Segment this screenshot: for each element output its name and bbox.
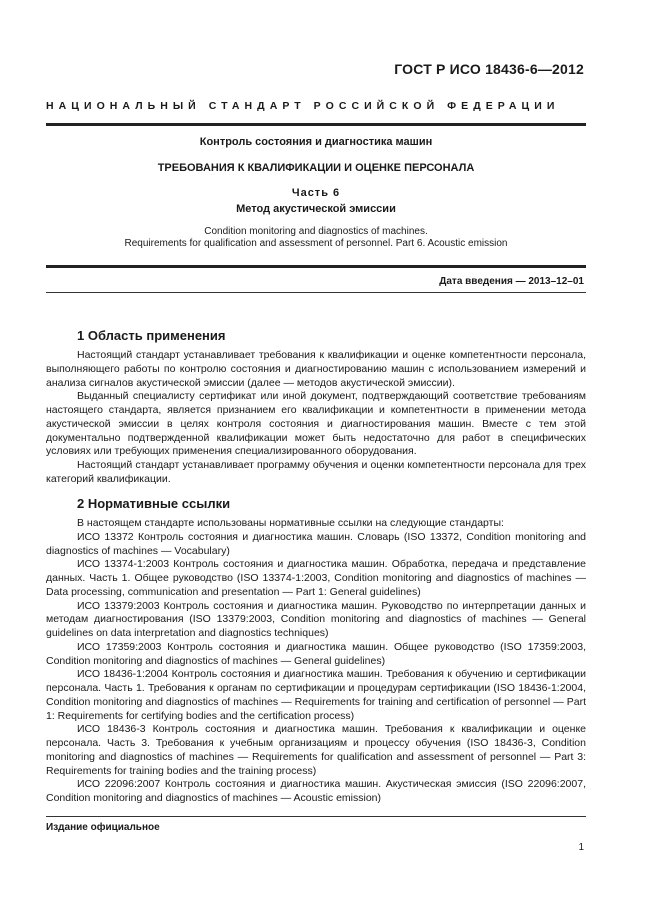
reference-item: ИСО 18436-3 Контроль состояния и диагностика машин. Требования к квалификации и оценке персонала. Часть 3. Требования к учебным организациям и процессу обучения (ISO 18436-3, Condition monitoring and diagnostics of machines — Requirements for qualification and assessment of personnel — Part 3: Requirements for training bodies and the training process) — [46, 723, 586, 777]
edition-label: Издание официальное — [46, 822, 160, 833]
section-1-paragraph: Настоящий стандарт устанавливает требования к квалификации и оценке компетентности персонала, выполняющего работы по контролю состояния и диагностированию машин с использованием измерений и анализа сигналов акустической эмиссии (далее — методов акустической эмиссии). — [46, 349, 586, 389]
section-1-heading: 1 Область применения — [77, 328, 226, 343]
middle-divider — [46, 265, 586, 268]
english-title-line-2: Requirements for qualification and assessment of personnel. Part 6. Acoustic emission — [124, 238, 508, 249]
reference-item: ИСО 13379:2003 Контроль состояния и диагностика машин. Руководство по интерпретации данных и методам диагностирования (ISO 13379:2003, Condition monitoring and diagnostics of machines — General guidelines on data interpretation and diagnostics techniques) — [46, 599, 586, 639]
section-2-heading: 2 Нормативные ссылки — [77, 496, 231, 511]
section-2-paragraph: В настоящем стандарте использованы нормативные ссылки на следующие стандарты: — [77, 517, 504, 529]
document-subtitle: Метод акустической эмиссии — [236, 203, 396, 215]
english-title-line-1: Condition monitoring and diagnostics of machines. — [204, 226, 428, 237]
section-1-body — [46, 349, 586, 487]
introduction-date: Дата введения — 2013–12–01 — [439, 276, 584, 287]
reference-item: ИСО 17359:2003 Контроль состояния и диагностика машин. Общее руководство (ISO 17359:2003, Condition monitoring and diagnostics of machines — General guidelines) — [46, 640, 586, 667]
section-2-body — [46, 517, 586, 806]
national-standard-banner: НАЦИОНАЛЬНЫЙ СТАНДАРТ РОССИЙСКОЙ ФЕДЕРАЦИИ — [46, 100, 560, 112]
reference-item: ИСО 18436-1:2004 Контроль состояния и диагностика машин. Требования к обучению и сертификации персонала. Часть 1. Требования к органам по сертификации и процедурам сертификации (ISO 18436-1:2004, Condition monitoring and diagnostics of machines — Requirements for training and certification of personnel — Part 1: Requirements for certifying bodies and the certification process) — [46, 668, 586, 722]
reference-item: ИСО 13372 Контроль состояния и диагностика машин. Словарь (ISO 13372, Condition monitoring and diagnostics of machines — Vocabulary) — [46, 530, 586, 557]
footer-divider — [46, 816, 586, 817]
section-1-paragraph: Настоящий стандарт устанавливает программу обучения и оценки компетентности персонала для трех категорий квалификации. — [46, 459, 586, 485]
date-divider — [46, 292, 586, 293]
top-divider — [46, 123, 586, 126]
reference-item: ИСО 13374-1:2003 Контроль состояния и диагностика машин. Обработка, передача и представление данных. Часть 1. Общее руководство (ISO 13374-1:2003, Condition monitoring and diagnostics of machines — Data processing, communication and presentation — Part 1: General guidelines) — [46, 558, 586, 598]
page-number: 1 — [578, 842, 584, 853]
reference-item: ИСО 22096:2007 Контроль состояния и диагностика машин. Акустическая эмиссия (ISO 22096:2007, Condition monitoring and diagnostics of machines — Acoustic emission) — [46, 778, 586, 804]
section-1-paragraph: Выданный специалисту сертификат или иной документ, подтверждающий соответствие требованиям настоящего стандарта, является признанием его квалификации и компетентности в применении метода акустической эмиссии в целях контроля состояния и диагностирования машин. Вместе с тем этой документально подтвержденной квалификации может быть недостаточно для работ в специфических условиях или требующих применения специализированного оборудования. — [46, 390, 586, 458]
subject-line: Контроль состояния и диагностика машин — [199, 136, 433, 148]
part-label: Часть 6 — [291, 187, 341, 199]
document-number: ГОСТ Р ИСО 18436-6—2012 — [394, 61, 584, 77]
document-title: ТРЕБОВАНИЯ К КВАЛИФИКАЦИИ И ОЦЕНКЕ ПЕРСОНАЛА — [157, 162, 475, 174]
